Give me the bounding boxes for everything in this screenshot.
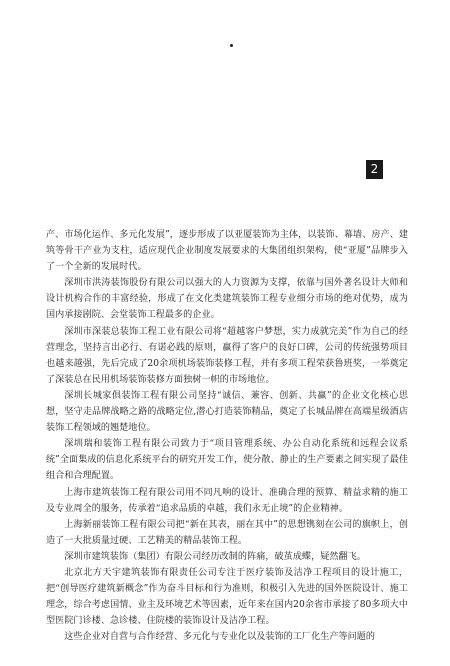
paragraph: 深圳长城家俱装饰工程有限公司坚持“诚信、兼容、创新、共赢”的企业文化核心思想，坚守走品牌战略之路的战略定位,潜心打造装饰精品，奠定了长城品牌在高端星级酒店装饰工程领域的翘楚地位。 (46, 390, 408, 434)
paragraph: 深圳市建筑装饰（集团）有限公司经历改制的阵痛，破茧成蝶，疑然翻飞。 (64, 551, 366, 562)
paragraph: 上海市建筑装饰工程有限公司用不同凡响的设计、准确合理的预算、精益求精的施工及专业周全的服务，传承着“追求品质的卓越，我们永无止境”的企业精神。 (46, 487, 408, 514)
paragraph: 产、市场化运作、多元化发展”，逐步形成了以亚厦装饰为主体，以装饰、幕墙、房产、建筑等骨干产业为支柱，适应现代企业制度发展要求的大集团组织架构，使“亚厦”品牌步入了一个全新的发展时代。 (46, 230, 408, 273)
paragraph: 北京北方天宇建筑装饰有限责任公司专注于医疗装饰及洁净工程项目的设计施工，把“创导医疗建筑新概念”作为奋斗目标和行为准则，积极引入先进的国外医院设计、施工理念，综合考虑国情、业主及环境艺术等因素，近年来在国内20余省市承接了80多项大中型医院门诊楼、急诊楼、住院楼的装饰设计及洁净工程。 (46, 567, 408, 627)
page-dot (230, 44, 233, 47)
paragraph: 这些企业对自营与合作经营、多元化与专业化以及装饰的工厂化生产等问题的 (64, 632, 376, 643)
body-text (46, 227, 408, 645)
paragraph: 深圳市洪涛装饰股份有限公司以强大的人力资源为支撑，依靠与国外著名设计大师和设计机构合作的丰富经验，形成了在文化类建筑装饰工程专业细分市场的绝对优势，成为国内承接剧院、会堂装饰工程最多的企业。 (46, 278, 408, 321)
page-number-badge: 2 (366, 160, 383, 179)
paragraph: 深圳市深装总装饰工程工业有限公司将“超越客户梦想，实力成就完美”作为自己的经营理念，坚持言出必行、有诺必践的原则，赢得了客户的良好口碑，公司的传统强势项目也越来越强，先后完成了20余项机场装饰装修工程，并有多项工程荣获鲁班奖，一举奠定了深装总在民用机场装饰装修方面独树一帜的市场地位。 (46, 326, 408, 385)
paragraph: 上海新丽装饰工程有限公司把“新在其表，丽在其中”的思想镌刻在公司的旗帜上，创造了一大批质量过硬、工艺精美的精品装饰工程。 (46, 519, 408, 546)
paragraph: 深圳瑞和装饰工程有限公司致力于“项目管理系统、办公自动化系统和远程会议系统”全面集成的信息化系统平台的研究开发工作，使分散、静止的生产要素之间实现了最佳组合和合理配置。 (46, 439, 408, 482)
